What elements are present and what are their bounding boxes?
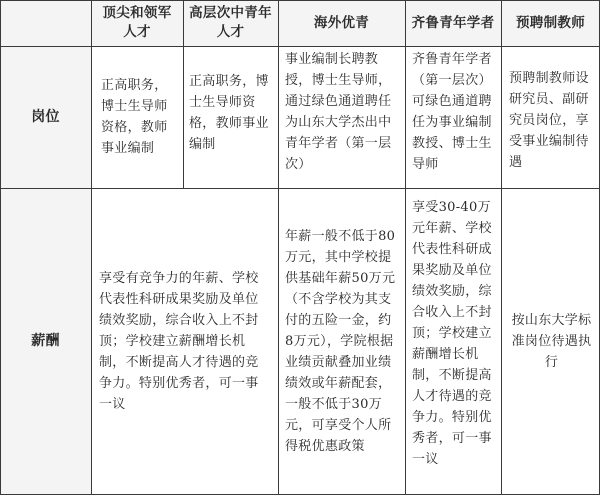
border-left: [0, 0, 1, 495]
row-label-salary: 薪酬: [0, 188, 91, 495]
header-top-leading-talent: 顶尖和领军 人才: [91, 0, 183, 46]
header-overseas-excellent-youth: 海外优青: [278, 0, 405, 46]
border-col5: [501, 0, 502, 495]
border-top: [0, 0, 600, 1]
header-qilu-young-scholar: 齐鲁青年学者: [405, 0, 501, 46]
position-cell-qilu: [405, 46, 501, 188]
header-corner: [0, 0, 91, 46]
border-col1: [91, 0, 92, 495]
salary-cell-overseas: [278, 188, 405, 495]
border-col3: [278, 0, 279, 495]
position-text-qilu: 齐鲁青年学者（第一层次）可绿色通道聘任为事业编制教授、博士生导师: [412, 52, 492, 172]
position-text-top-leading: 正高职务，博士生导师资格，教师事业编制: [101, 78, 168, 156]
position-text-tenure-track: 预聘制教师设研究员、副研究员岗位，享受事业编制待遇: [509, 71, 589, 170]
border-row1-bottom: [0, 188, 600, 189]
row-label-position: 岗位: [0, 46, 91, 188]
salary-text-qilu: 享受30-40万元年薪、学校代表性科研成果奖励及单位绩效奖励，综合收入上不封顶；学校建立薪酬增长机制，不断提高人才待遇的竞争力。特别优秀者，可一事一议: [412, 200, 492, 467]
position-cell-young-middle: [183, 46, 278, 188]
header-young-middle-talent: 高层次中青年 人才: [183, 0, 278, 46]
position-cell-tenure-track: [501, 46, 600, 188]
border-col4: [405, 0, 406, 495]
salary-text-tenure-track: 按山东大学标准岗位待遇执行: [511, 313, 592, 370]
salary-cell-qilu: [405, 188, 501, 495]
salary-text-overseas: 年薪一般不低于80万元，其中学校提供基础年薪50万元（不含学校为其支付的五险一金，约8万元），学院根据业绩贡献叠加业绩绩效或年薪配套，一般不低于30万元，可享受个人所得税优惠政策: [285, 229, 396, 454]
position-text-overseas: 事业编制长聘教授，博士生导师，通过绿色通道聘任为山东大学杰出中青年学者（第一层次）: [285, 52, 392, 172]
border-header-bottom: [0, 46, 600, 47]
salary-text-top-and-young: 享受有竞争力的年薪、学校代表性科研成果奖励及单位绩效奖励，综合收入上不封顶；学校建立薪酬增长机制，不断提高人才待遇的竞争力。特别优秀者，可一事一议: [99, 271, 259, 412]
border-col2: [183, 0, 184, 188]
salary-cell-tenure-track: [501, 188, 600, 495]
header-tenure-track-teacher: 预聘制教师: [501, 0, 600, 46]
position-cell-overseas: [278, 46, 405, 188]
position-cell-top-leading: [91, 46, 183, 188]
salary-cell-top-and-young: [91, 188, 278, 495]
position-text-young-middle: 正高职务，博士生导师资格，教师事业编制: [189, 74, 269, 152]
